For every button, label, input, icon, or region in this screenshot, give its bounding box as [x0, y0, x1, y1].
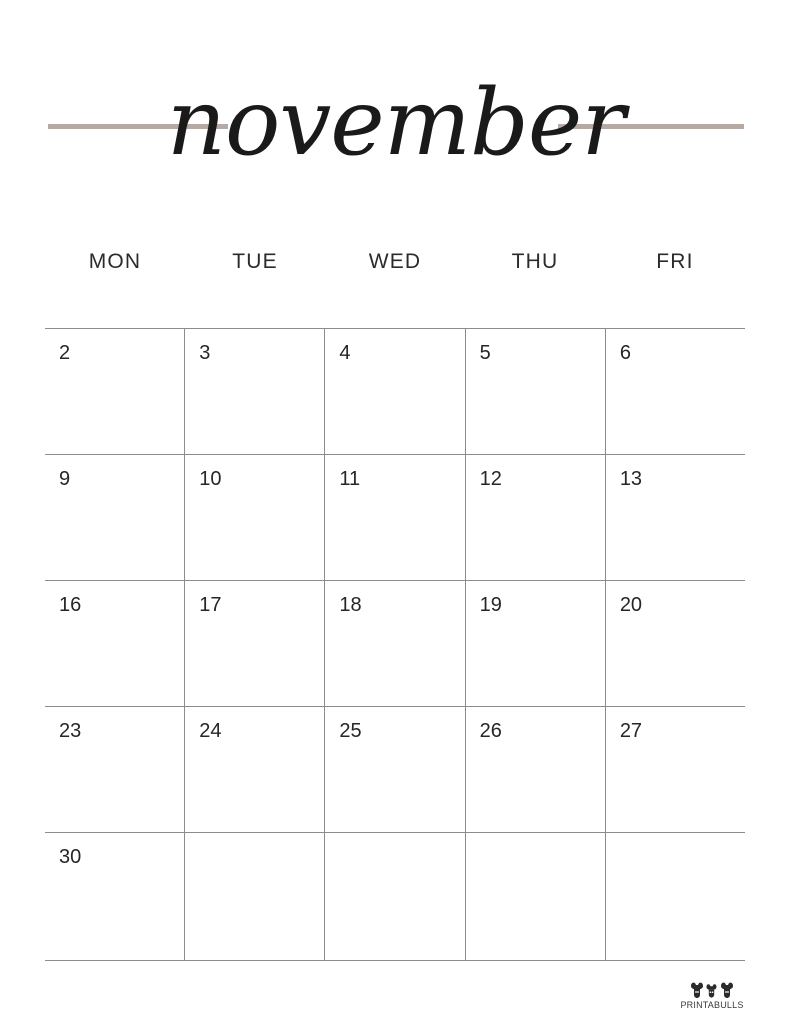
day-cell[interactable] — [45, 707, 185, 832]
day-number: 2 — [59, 342, 71, 364]
day-number: 5 — [479, 342, 491, 364]
calendar-week-row — [45, 329, 745, 455]
day-cell[interactable] — [606, 707, 745, 832]
day-cell[interactable] — [45, 329, 185, 454]
day-cell[interactable] — [466, 581, 606, 706]
day-cell[interactable] — [45, 455, 185, 580]
brand-footer — [673, 981, 751, 1010]
day-cell[interactable] — [185, 455, 325, 580]
day-number: 19 — [479, 594, 502, 616]
day-cell[interactable] — [606, 581, 745, 706]
weekday-label-tue: TUE — [232, 250, 278, 273]
day-number: 11 — [339, 468, 361, 490]
day-number: 3 — [199, 342, 211, 364]
day-cell[interactable] — [185, 707, 325, 832]
calendar-week-row — [45, 581, 745, 707]
day-number: 27 — [619, 720, 643, 742]
day-cell[interactable] — [325, 455, 465, 580]
day-cell[interactable] — [45, 581, 185, 706]
day-number: 26 — [479, 720, 502, 742]
day-cell[interactable] — [45, 833, 185, 960]
day-number: 4 — [339, 342, 351, 364]
day-number: 17 — [199, 594, 222, 616]
weekday-label-mon: MON — [88, 250, 142, 273]
weekday-label-fri: FRI — [656, 250, 694, 273]
day-number: 13 — [619, 468, 643, 490]
day-number: 20 — [619, 594, 643, 616]
calendar-week-row — [45, 455, 745, 581]
day-number: 23 — [59, 720, 82, 742]
day-number: 10 — [199, 468, 222, 490]
day-cell[interactable] — [325, 833, 465, 960]
day-cell[interactable] — [325, 707, 465, 832]
day-cell[interactable] — [325, 581, 465, 706]
day-cell[interactable] — [185, 581, 325, 706]
calendar-week-row — [45, 707, 745, 833]
day-cell[interactable] — [606, 455, 745, 580]
brand-name: PRINTABULLS — [680, 1000, 744, 1010]
weekday-header-row — [45, 250, 745, 292]
day-cell[interactable] — [466, 833, 606, 960]
day-cell[interactable] — [466, 707, 606, 832]
day-cell[interactable] — [466, 455, 606, 580]
day-number: 18 — [339, 594, 362, 616]
day-cell[interactable] — [606, 833, 745, 960]
two-bulls-icon — [689, 981, 735, 999]
day-cell[interactable] — [325, 329, 465, 454]
day-number: 30 — [59, 846, 82, 868]
day-cell[interactable] — [185, 833, 325, 960]
day-cell[interactable] — [185, 329, 325, 454]
day-number: 16 — [59, 594, 82, 616]
day-number: 12 — [479, 468, 502, 490]
weekday-label-thu: THU — [511, 250, 559, 273]
day-cell[interactable] — [606, 329, 745, 454]
day-number: 24 — [199, 720, 222, 742]
day-cell[interactable] — [466, 329, 606, 454]
calendar-header — [0, 58, 791, 198]
day-number: 6 — [619, 342, 631, 364]
page-title: november — [166, 69, 625, 176]
calendar-week-row — [45, 833, 745, 961]
weekday-label-wed: WED — [368, 250, 422, 273]
day-number: 25 — [339, 720, 362, 742]
day-number: 9 — [59, 468, 71, 490]
calendar-grid — [45, 328, 745, 966]
